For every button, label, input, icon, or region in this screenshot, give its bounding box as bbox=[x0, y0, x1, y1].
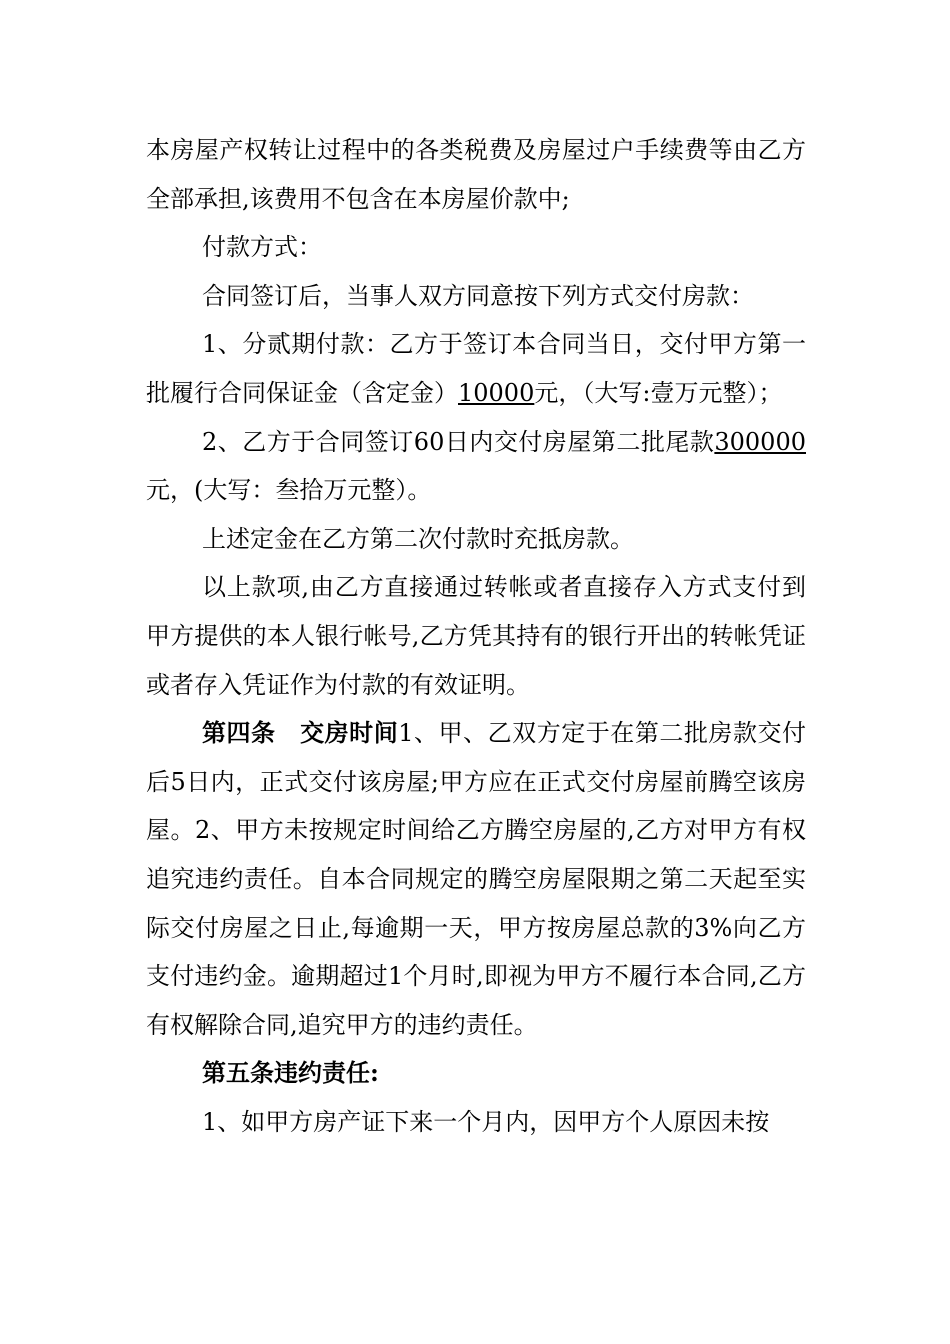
article-4-body: 1、甲、乙双方定于在第二批房款交付后5日内，正式交付该房屋;甲方应在正式交付房屋前腾空该房屋。2、甲方未按规定时间给乙方腾空房屋的,乙方对甲方有权追究违约责任。自本合同规定的腾空房屋限期之第二天起至实际交付房屋之日止,每逾期一天，甲方按房屋总款的3%向乙方支付违约金。逾期超过1个月时,即视为甲方不履行本合同,乙方有权解除合同,追究甲方的违约责任。 bbox=[146, 719, 806, 1039]
installment-2 bbox=[146, 418, 806, 515]
payment-intro: 合同签订后，当事人双方同意按下列方式交付房款： bbox=[202, 281, 754, 310]
installment-2-text: 2、乙方于合同签订60日内交付房屋第二批尾款 bbox=[202, 427, 715, 456]
installment-1-amount: 10000 bbox=[458, 378, 535, 407]
installment-1 bbox=[146, 320, 806, 417]
installment-2-tail: 元，(大写：叁拾万元整）。 bbox=[146, 476, 432, 505]
installment-1-tail: 元，（大写:壹万元整）； bbox=[534, 378, 783, 407]
tax-fee-clause: 本房屋产权转让过程中的各类税费及房屋过户手续费等由乙方全部承担,该费用不包含在本房屋价款中; bbox=[146, 136, 806, 213]
installment-1-text: 1、分贰期付款：乙方于签订本合同当日，交付甲方第一批履行合同保证金（含定金） bbox=[146, 330, 806, 407]
article-4 bbox=[146, 709, 806, 1049]
deposit-offset-note: 上述定金在乙方第二次付款时充抵房款。 bbox=[202, 524, 634, 553]
contract-text bbox=[146, 126, 806, 1146]
payment-proof-clause: 以上款项,由乙方直接通过转帐或者直接存入方式支付到甲方提供的本人银行帐号,乙方凭其持有的银行开出的转帐凭证或者存入凭证作为付款的有效证明。 bbox=[146, 573, 806, 699]
article-4-heading: 第四条 交房时间 bbox=[202, 718, 399, 748]
article-5-heading: 第五条违约责任: bbox=[202, 1058, 379, 1088]
installment-2-amount: 300000 bbox=[714, 427, 806, 456]
article-5-item-1: 1、如甲方房产证下来一个月内，因甲方个人原因未按 bbox=[202, 1107, 770, 1136]
payment-method-heading: 付款方式： bbox=[202, 233, 322, 262]
